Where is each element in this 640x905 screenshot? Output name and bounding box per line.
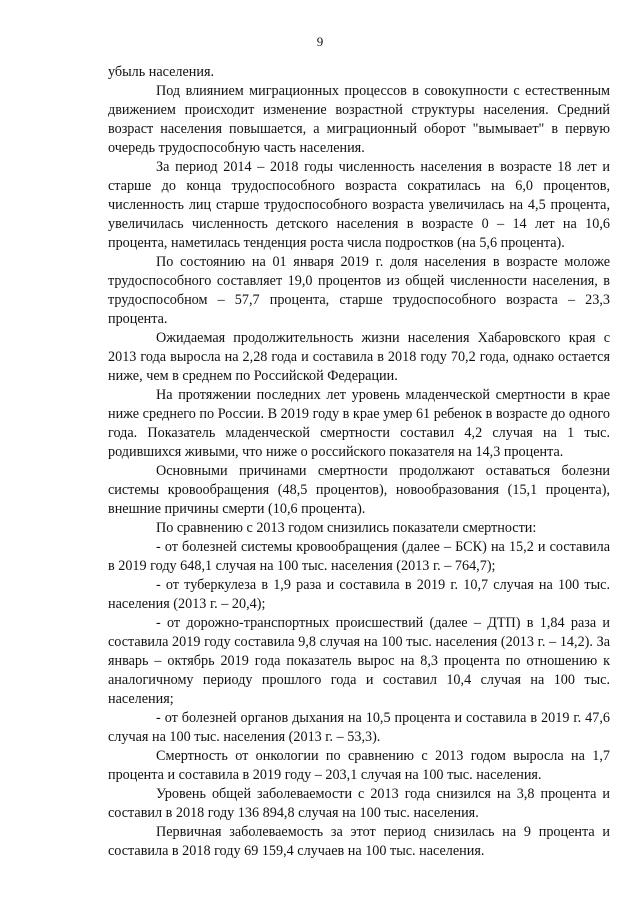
list-item: - от болезней органов дыхания на 10,5 процента и составила в 2019 г. 47,6 случая на 100 тыс. населения (2013 г. – 53,3).	[108, 710, 610, 745]
paragraph: Уровень общей заболеваемости с 2013 года снизился на 3,8 процента и составил в 2018 году 136 894,8 случая на 100 тыс. населения.	[108, 786, 610, 821]
paragraph: Первичная заболеваемость за этот период снизилась на 9 процента и составила в 2018 году 69 159,4 случаев на 100 тыс. населения.	[108, 824, 610, 859]
list-item: - от туберкулеза в 1,9 раза и составила в 2019 г. 10,7 случая на 100 тыс. населения (2013 г. – 20,4);	[108, 577, 610, 612]
paragraph: Основными причинами смертности продолжают оставаться болезни системы кровообращения (48,5 процентов), новообразования (15,1 процента), внешние причины смерти (10,6 процента).	[108, 463, 610, 517]
page-number: 9	[316, 34, 324, 49]
paragraph: Смертность от онкологии по сравнению с 2013 годом выросла на 1,7 процента и составила в 2019 году – 203,1 случая на 100 тыс. населения.	[108, 748, 610, 783]
paragraph: На протяжении последних лет уровень младенческой смертности в крае ниже среднего по России. В 2019 году в крае умер 61 ребенок в возрасте до одного года. Показатель младенческой смертности составил 4,2 случая на 1 тыс. родившихся живыми, что ниже о российского показателя на 14,3 процента.	[108, 387, 610, 460]
list-item: - от болезней системы кровообращения (далее – БСК) на 15,2 и составила в 2019 году 648,1 случая на 100 тыс. населения (2013 г. – 764,7);	[108, 539, 610, 574]
paragraph: По состоянию на 01 января 2019 г. доля населения в возрасте моложе трудоспособного составляет 19,0 процентов из общей численности населения, в трудоспособном – 57,7 процента, старше трудоспособного возраста – 23,3 процента.	[108, 254, 610, 327]
paragraph: По сравнению с 2013 годом снизились показатели смертности:	[156, 520, 537, 536]
document-body	[108, 63, 610, 861]
paragraph: За период 2014 – 2018 годы численность населения в возрасте 18 лет и старше до конца трудоспособного возраста сократилась на 6,0 процентов, численность лиц старше трудоспособного возраста увеличилась на 4,5 процента, увеличилась численность детского населения в возрасте 0 – 14 лет на 10,6 процента, наметилась тенденция роста числа подростков (на 5,6 процента).	[108, 159, 610, 251]
paragraph: Под влиянием миграционных процессов в совокупности с естественным движением происходит изменение возрастной структуры населения. Средний возраст населения повышается, а миграционный оборот "вымывает" в первую очередь трудоспособную часть населения.	[108, 83, 610, 156]
list-item: - от дорожно-транспортных происшествий (далее – ДТП) в 1,84 раза и составила 2019 году составила 9,8 случая на 100 тыс. населения (2013 г. – 14,2). За январь – октябрь 2019 года показатель вырос на 8,3 процента по отношению к аналогичному периоду прошлого года и составил 10,4 случая на 100 тыс. населения;	[108, 615, 610, 707]
paragraph: убыль населения.	[108, 64, 215, 80]
paragraph: Ожидаемая продолжительность жизни населения Хабаровского края с 2013 года выросла на 2,28 года и составила в 2018 году 70,2 года, однако остается ниже, чем в среднем по Российской Федерации.	[108, 330, 610, 384]
